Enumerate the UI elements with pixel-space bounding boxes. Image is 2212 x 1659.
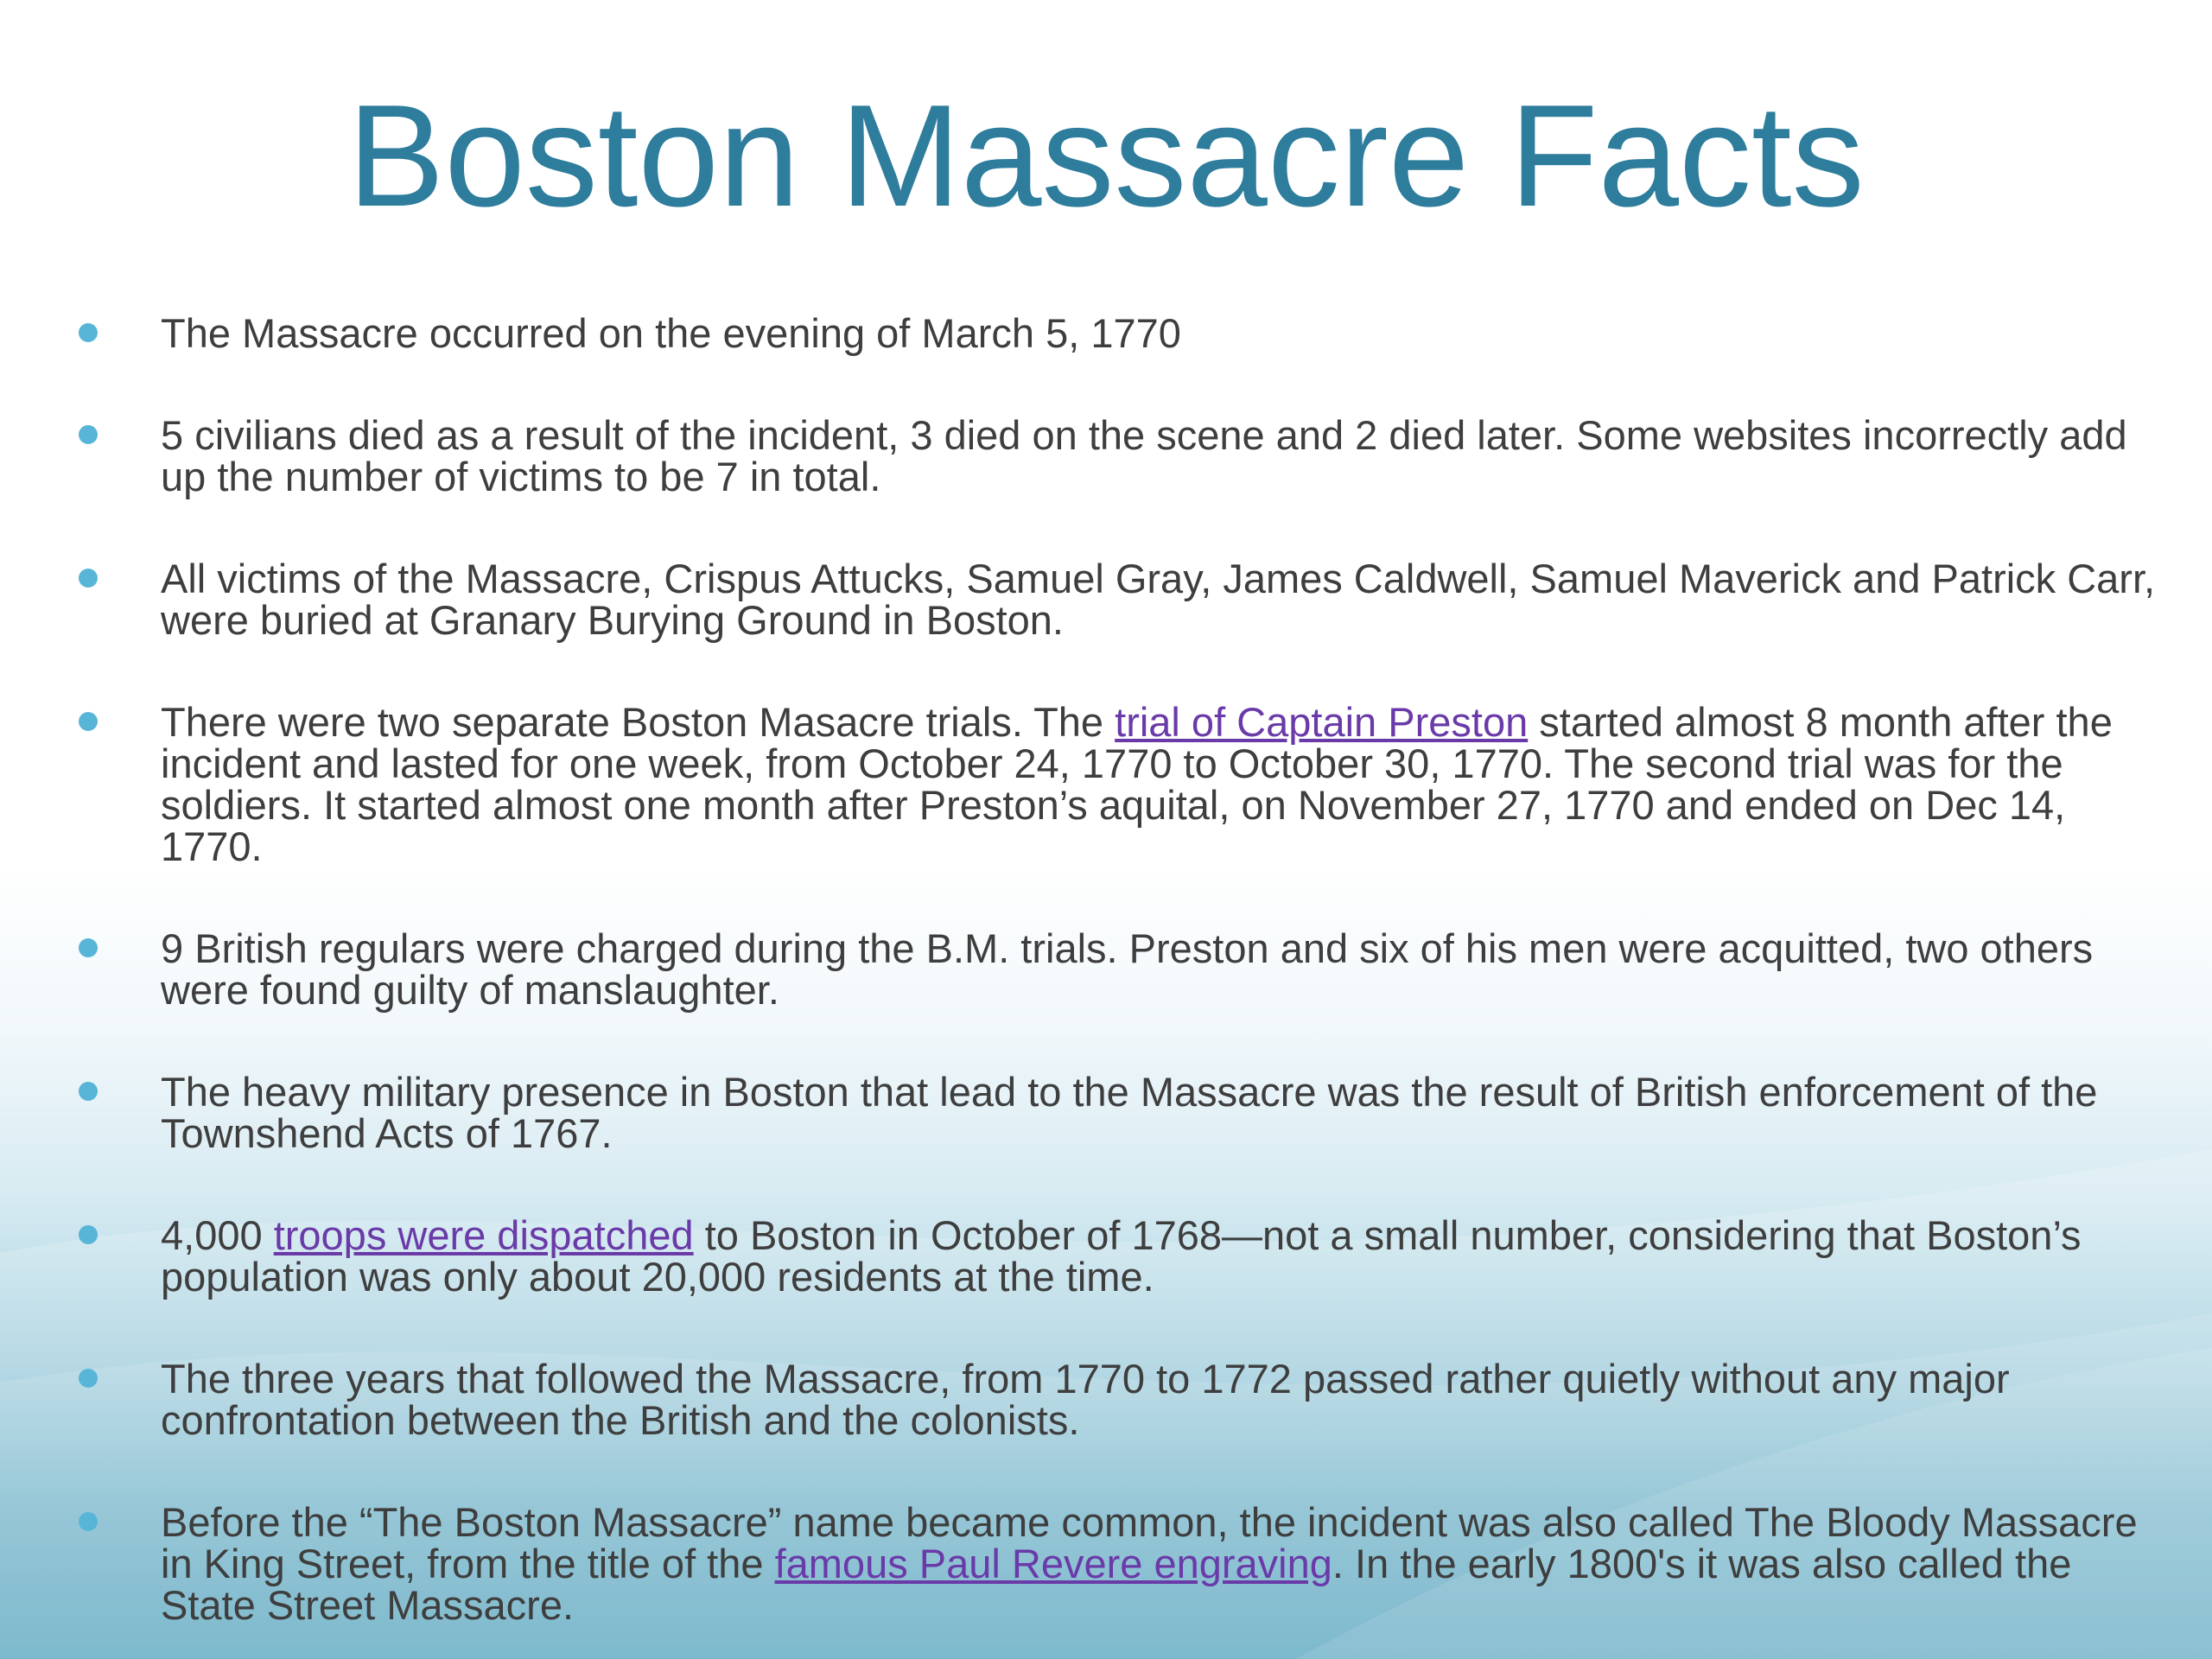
bullet-text: The three years that followed the Massacre, from 1770 to 1772 passed rather quietly without any major confrontation between the British and the colonists.: [161, 1356, 2010, 1443]
paul-revere-engraving-link[interactable]: famous Paul Revere engraving: [774, 1541, 1332, 1586]
bullet-list: [0, 310, 2212, 1659]
bullet-dot-icon: [79, 1512, 98, 1531]
bullet-dot-icon: [79, 569, 98, 588]
bullet-dot-icon: [79, 938, 98, 957]
bullet-text-after: started almost 8 month after the incident and lasted for one week, from October 24, 1770 to October 30, 1770. The second trial was for the soldiers. It started almost one month after Preston’s aquital, on November 27, 1770 and ended on Dec 14, 1770.: [161, 699, 2113, 869]
bullet-text-before: There were two separate Boston Masacre trials. The: [161, 699, 1116, 745]
bullet-dot-icon: [79, 1082, 98, 1101]
bullet-text: 5 civilians died as a result of the incident, 3 died on the scene and 2 died later. Some websites incorrectly add up the number of victims to be 7 in total.: [161, 412, 2127, 499]
bullet-text-before: 4,000: [161, 1212, 274, 1258]
bullet-item: [0, 412, 2212, 499]
bullet-text: The Massacre occurred on the evening of March 5, 1770: [161, 310, 1181, 356]
slide-title: Boston Massacre Facts: [347, 74, 1865, 237]
bullet-text-after: . In the early 1800's it was also called the State Street Massacre.: [161, 1541, 2072, 1628]
bullet-dot-icon: [79, 1225, 98, 1244]
bullet-text: The heavy military presence in Boston that lead to the Massacre was the result of British enforcement of the Townshend Acts of 1767.: [161, 1069, 2098, 1156]
bullet-item: [0, 1212, 2212, 1300]
bullet-item: [0, 1071, 2212, 1154]
bullet-item: [0, 558, 2212, 641]
bullet-item: [0, 310, 2212, 356]
trial-of-captain-preston-link[interactable]: trial of Captain Preston: [1115, 699, 1529, 745]
bullet-text: 9 British regulars were charged during the B.M. trials. Preston and six of his men were acquitted, two others were found guilty of manslaughter.: [161, 925, 2094, 1013]
bullet-item: [0, 1358, 2212, 1441]
troops-were-dispatched-link[interactable]: troops were dispatched: [273, 1212, 694, 1258]
bullet-text: All victims of the Massacre, Crispus Attucks, Samuel Gray, James Caldwell, Samuel Maverick and Patrick Carr, were buried at Granary Burying Ground in Boston.: [161, 556, 2156, 643]
bullet-dot-icon: [79, 712, 98, 731]
bullet-text-after: to Boston in October of 1768—not a small number, considering that Boston’s population was only about 20,000 residents at the time.: [161, 1212, 2082, 1300]
bullet-item: [0, 1499, 2212, 1628]
bullet-dot-icon: [79, 425, 98, 444]
bullet-text-before: Before the “The Boston Massacre” name became common, the incident was also called The Bloody Massacre in King Street, from the title of the: [161, 1499, 2138, 1586]
bullet-item: [0, 925, 2212, 1013]
bullet-dot-icon: [79, 1369, 98, 1388]
bullet-item: [0, 699, 2212, 869]
bullet-dot-icon: [79, 323, 98, 342]
